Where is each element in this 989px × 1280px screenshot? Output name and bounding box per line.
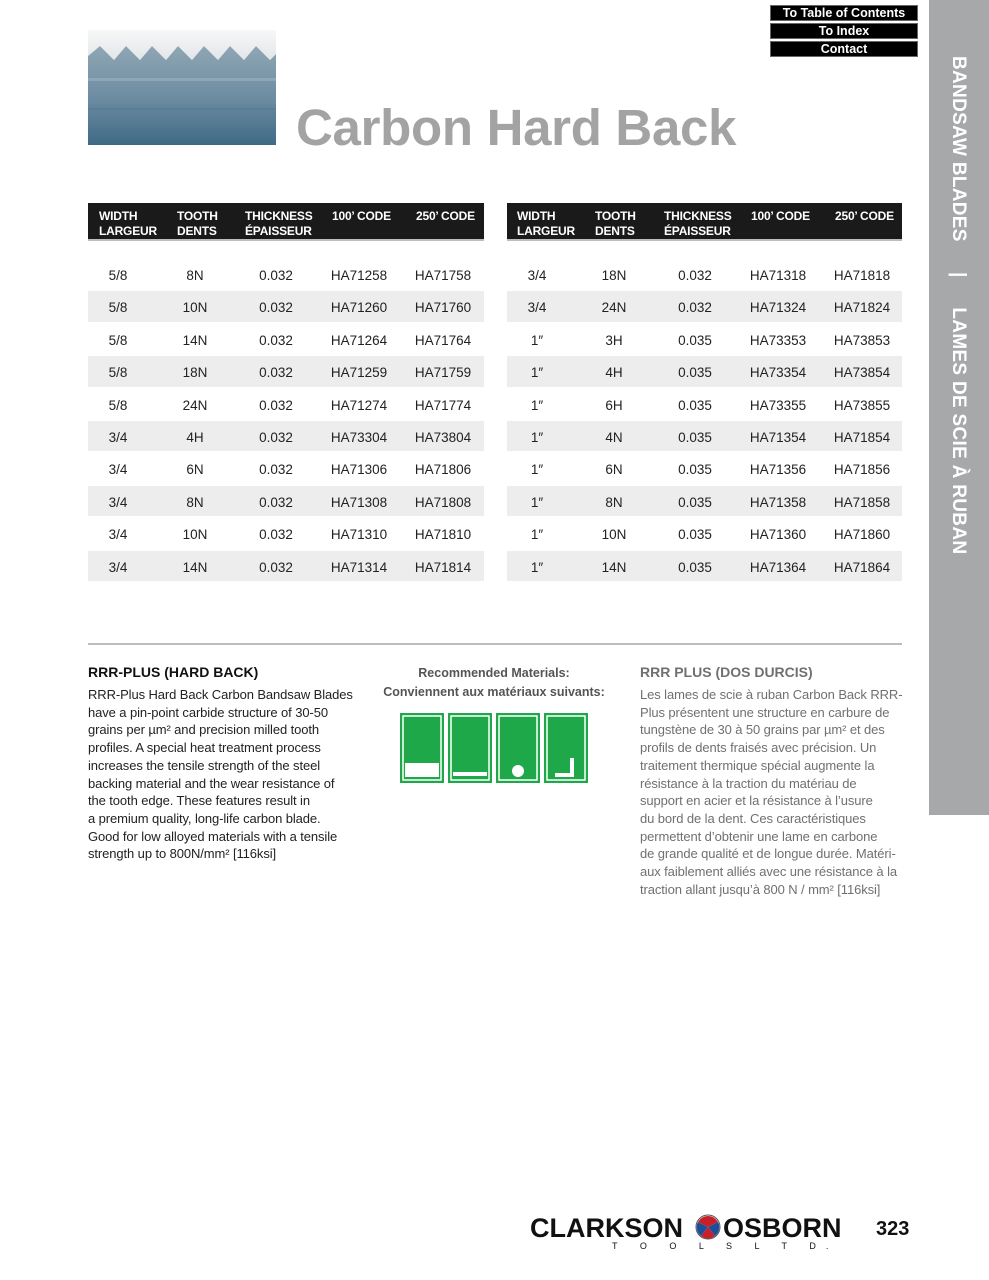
right-product-table [507, 203, 902, 583]
flat-bar-material-icon [448, 713, 492, 783]
cell-code250: HA71760 [414, 300, 472, 316]
table-row [507, 421, 902, 453]
recommended-en: Recommended Materials: [418, 666, 570, 680]
text-line: a premium quality, long-life carbon blade. [88, 810, 321, 826]
header-width-fr: LARGEUR [517, 223, 575, 238]
cell-tooth: 10N [182, 527, 208, 543]
cell-code250: HA71856 [833, 462, 891, 478]
header-tooth [595, 209, 636, 238]
section-side-tab [929, 0, 989, 815]
cell-thickness: 0.032 [259, 268, 293, 283]
left-product-table [88, 203, 484, 583]
cell-code100: HA71354 [749, 429, 807, 445]
cell-code100: HA71274 [330, 397, 388, 413]
header-tooth-fr: DENTS [595, 223, 635, 238]
cell-code100: HA71264 [330, 332, 388, 348]
header-width [99, 209, 157, 238]
header-tooth-en: TOOTH [595, 209, 636, 223]
cell-width: 5/8 [108, 268, 128, 283]
side-tab-separator: | [948, 271, 969, 278]
logo-right-text: OSBORN [723, 1213, 842, 1243]
table-row [507, 518, 902, 550]
cell-thickness: 0.032 [259, 559, 293, 575]
header-width [517, 209, 575, 238]
cell-tooth: 14N [182, 332, 208, 348]
header-width-fr: LARGEUR [99, 223, 157, 238]
table-row [88, 324, 484, 356]
toc-link[interactable]: To Table of Contents [770, 5, 918, 21]
french-heading: RRR PLUS (DOS DURCIS) [640, 664, 813, 680]
cell-code250: HA73854 [833, 365, 891, 381]
cell-tooth: 10N [601, 527, 627, 543]
table-row [507, 291, 902, 323]
cell-width: 1″ [530, 429, 544, 445]
table-row [507, 356, 902, 388]
text-line: aux faiblement alliés avec une résistance à la [640, 864, 897, 880]
table-row [88, 356, 484, 388]
cell-width: 1″ [530, 559, 544, 575]
text-line: profiles. A special heat treatment process [88, 740, 321, 756]
cell-tooth: 8N [605, 494, 623, 510]
header-thickness [664, 209, 732, 238]
text-line: backing material and the wear resistance of [88, 775, 335, 791]
cell-code250: HA71860 [833, 527, 891, 543]
cell-width: 1″ [530, 332, 544, 348]
cell-thickness: 0.035 [678, 397, 712, 413]
table-row [507, 259, 902, 291]
cell-code100: HA71259 [330, 365, 388, 381]
cell-thickness: 0.032 [678, 268, 712, 283]
header-code250: 250’ CODE [416, 209, 475, 223]
cell-tooth: 14N [601, 559, 627, 575]
recommended-fr: Conviennent aux matériaux suivants: [383, 685, 605, 699]
text-line: traitement thermique spécial augmente la [640, 757, 875, 773]
cell-code100: HA71308 [330, 494, 388, 510]
cell-width: 5/8 [108, 300, 128, 316]
cell-thickness: 0.035 [678, 462, 712, 478]
cell-thickness: 0.035 [678, 332, 712, 348]
cell-width: 5/8 [108, 397, 128, 413]
page-number: 323 [876, 1218, 910, 1240]
cell-tooth: 6N [605, 462, 623, 478]
text-line: Good for low alloyed materials with a tensile [88, 828, 338, 844]
cell-code100: HA71324 [749, 300, 807, 316]
text-line: profils de dents fraisés avec précision. Un [640, 740, 877, 756]
cell-tooth: 4H [186, 429, 204, 445]
cell-code250: HA71814 [414, 559, 472, 575]
text-line: increases the tensile strength of the steel [88, 757, 321, 773]
cell-tooth: 6H [605, 397, 623, 413]
cell-code100: HA73304 [330, 429, 388, 445]
table-header [88, 203, 484, 241]
cell-tooth: 24N [182, 397, 208, 413]
cell-code250: HA71806 [414, 462, 472, 478]
cell-tooth: 8N [186, 268, 204, 283]
header-code100: 100’ CODE [751, 209, 810, 223]
cell-code250: HA71774 [414, 397, 472, 413]
cell-width: 1″ [530, 365, 544, 381]
cell-code250: HA73853 [833, 332, 891, 348]
round-bar-material-icon [496, 713, 540, 783]
text-line: tungstène de 30 à 50 grains par µm² et des [640, 722, 885, 738]
cell-code250: HA71759 [414, 365, 472, 381]
cell-code100: HA71356 [749, 462, 807, 478]
english-heading: RRR-PLUS (HARD BACK) [88, 664, 259, 680]
cell-code100: HA71358 [749, 494, 807, 510]
text-line: permettent d’obtenir une lame en carbone [640, 828, 878, 844]
nav-links [770, 5, 918, 59]
table-row [507, 324, 902, 356]
logo-emblem-icon [696, 1215, 720, 1239]
cell-code250: HA71808 [414, 494, 472, 510]
cell-code100: HA73354 [749, 365, 807, 381]
cell-thickness: 0.032 [259, 365, 293, 381]
header-thickness-fr: ÉPAISSEUR [664, 223, 731, 238]
cell-code250: HA71758 [414, 268, 472, 283]
material-icons [400, 713, 588, 783]
cell-tooth: 4N [605, 429, 623, 445]
side-tab-french: LAMES DE SCIE À RUBAN [948, 307, 969, 555]
text-line: de grande qualité et de longue durée. Matéri- [640, 846, 896, 862]
text-line: résistance à la traction du matériau de [640, 775, 857, 791]
text-line: Les lames de scie à ruban Carbon Back RRR- [640, 687, 903, 702]
cell-width: 3/4 [108, 527, 128, 543]
cell-width: 3/4 [108, 494, 128, 510]
cell-code250: HA73855 [833, 397, 891, 413]
english-description [88, 686, 368, 863]
cell-width: 5/8 [108, 365, 128, 381]
table-row [507, 486, 902, 518]
text-line: traction allant jusqu’à 800 N / mm² [116ksi] [640, 881, 881, 897]
cell-width: 3/4 [527, 268, 547, 283]
cell-code250: HA71858 [833, 494, 891, 510]
cell-code250: HA71864 [833, 559, 891, 575]
cell-code100: HA71318 [749, 268, 807, 283]
header-thickness-fr: ÉPAISSEUR [245, 223, 312, 238]
cell-width: 1″ [530, 462, 544, 478]
blade-image [88, 30, 276, 145]
cell-code250: HA71824 [833, 300, 891, 316]
header-thickness-en: THICKNESS [664, 209, 732, 223]
cell-thickness: 0.032 [259, 300, 293, 316]
cell-width: 3/4 [527, 300, 547, 316]
side-tab-english: BANDSAW BLADES [948, 56, 969, 242]
cell-tooth: 4H [605, 365, 623, 381]
cell-tooth: 6N [186, 462, 204, 478]
header-width-en: WIDTH [99, 209, 138, 223]
cell-thickness: 0.032 [678, 300, 712, 316]
contact-link[interactable]: Contact [770, 41, 918, 57]
section-divider [88, 643, 902, 645]
cell-thickness: 0.032 [259, 397, 293, 413]
cell-code100: HA71314 [330, 559, 388, 575]
logo-left-text: CLARKSON [530, 1213, 683, 1243]
cell-thickness: 0.032 [259, 527, 293, 543]
cell-width: 5/8 [108, 332, 128, 348]
cell-thickness: 0.032 [259, 332, 293, 348]
cell-code100: HA71310 [330, 527, 388, 543]
cell-width: 3/4 [108, 462, 128, 478]
solid-bar-material-icon [400, 713, 444, 783]
header-tooth-fr: DENTS [177, 223, 217, 238]
cell-width: 3/4 [108, 559, 128, 575]
header-tooth-en: TOOTH [177, 209, 218, 223]
cell-width: 3/4 [108, 429, 128, 445]
text-line: du bord de la dent. Ces caractéristiques [640, 810, 866, 826]
cell-width: 1″ [530, 397, 544, 413]
cell-width: 1″ [530, 494, 544, 510]
text-line: the tooth edge. These features result in [88, 793, 310, 809]
header-tooth [177, 209, 218, 238]
cell-tooth: 14N [182, 559, 208, 575]
table-row [507, 453, 902, 485]
cell-thickness: 0.035 [678, 527, 712, 543]
clarkson-osborn-logo [530, 1213, 850, 1253]
cell-code100: HA71306 [330, 462, 388, 478]
cell-tooth: 10N [182, 300, 208, 316]
text-line: strength up to 800N/mm² [116ksi] [88, 846, 277, 862]
text-line: Plus présentent une structure en carbure de [640, 704, 890, 720]
angle-material-icon [544, 713, 588, 783]
cell-code250: HA73804 [414, 429, 472, 445]
cell-tooth: 24N [601, 300, 627, 316]
table-row [88, 421, 484, 453]
cell-code100: HA71360 [749, 527, 807, 543]
side-tab-text [945, 56, 971, 554]
cell-width: 1″ [530, 527, 544, 543]
cell-thickness: 0.035 [678, 494, 712, 510]
table-row [88, 453, 484, 485]
table-row [507, 551, 902, 583]
recommended-materials-label [380, 664, 608, 702]
cell-thickness: 0.035 [678, 429, 712, 445]
table-row [88, 551, 484, 583]
cell-code250: HA71818 [833, 268, 891, 283]
table-row [88, 389, 484, 421]
cell-thickness: 0.032 [259, 429, 293, 445]
cell-tooth: 3H [605, 332, 623, 348]
header-thickness [245, 209, 313, 238]
text-line: grains per µm² and precision milled tooth [88, 722, 319, 738]
header-width-en: WIDTH [517, 209, 556, 223]
header-code250: 250’ CODE [835, 209, 894, 223]
cell-code100: HA71364 [749, 559, 807, 575]
cell-tooth: 8N [186, 494, 204, 510]
cell-tooth: 18N [601, 268, 627, 283]
cell-thickness: 0.032 [259, 494, 293, 510]
cell-code250: HA71810 [414, 527, 472, 543]
cell-code100: HA73353 [749, 332, 807, 348]
text-line: have a pin-point carbide structure of 30-50 [88, 704, 328, 720]
cell-code100: HA71260 [330, 300, 388, 316]
cell-tooth: 18N [182, 365, 208, 381]
header-code100: 100’ CODE [332, 209, 391, 223]
table-row [88, 486, 484, 518]
table-body [88, 259, 484, 583]
french-description [640, 686, 905, 898]
text-line: support en acier et la résistance à l’usure [640, 793, 873, 809]
cell-code100: HA73355 [749, 397, 807, 413]
index-link[interactable]: To Index [770, 23, 918, 39]
cell-code100: HA71258 [330, 268, 388, 283]
logo-subtext: T O O L S L T D. [612, 1241, 839, 1251]
table-header [507, 203, 902, 241]
table-row [88, 291, 484, 323]
cell-code250: HA71854 [833, 429, 891, 445]
table-row [507, 389, 902, 421]
table-body [507, 259, 902, 583]
cell-thickness: 0.032 [259, 462, 293, 478]
table-row [88, 259, 484, 291]
page-title: Carbon Hard Back [296, 99, 737, 156]
cell-thickness: 0.035 [678, 559, 712, 575]
cell-thickness: 0.035 [678, 365, 712, 381]
cell-code250: HA71764 [414, 332, 472, 348]
header-thickness-en: THICKNESS [245, 209, 313, 223]
table-row [88, 518, 484, 550]
text-line: RRR-Plus Hard Back Carbon Bandsaw Blades [88, 687, 353, 702]
